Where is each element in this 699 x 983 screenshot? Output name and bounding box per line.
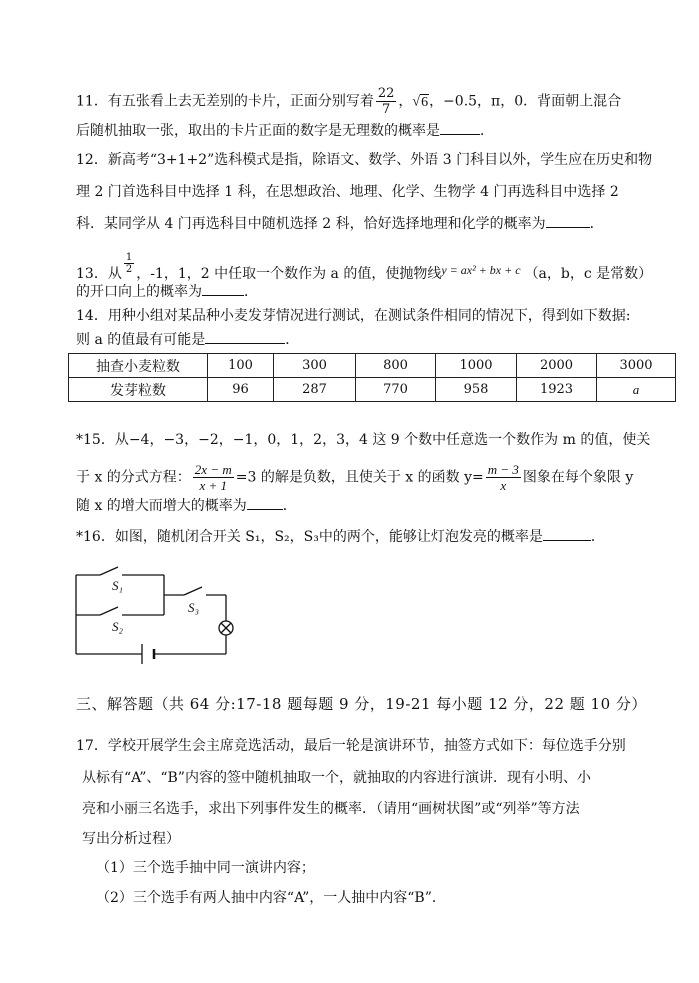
q12-line1: 12．新高考“3+1+2”选科模式是指，除语文、数学、外语 3 门科目以外，学生应在历史和物 <box>76 152 653 168</box>
q11-fraction: $\frac{22}{7}$ <box>377 86 395 117</box>
q15-line1: *15．从−4，−3，−2，−1，0，1，2，3，4 这 9 个数中任意选一个数作为 m 的值，使关 <box>76 432 651 448</box>
table-cell: a <box>597 378 676 402</box>
answer-blank[interactable] <box>247 495 283 510</box>
table-row <box>69 378 676 402</box>
q15-line3: 随 x 的增大而增大的概率为 ． <box>76 495 297 516</box>
q14-line1: 14．用种小组对某品种小麦发芽情况进行测试，在测试条件相同的情况下，得到如下数据: <box>76 308 631 324</box>
q11-line1: 11．有五张看上去无差别的卡片，正面分别写着 $\frac{22}{7}$ ，√6，−0.5，π，0．背面朝上混合 <box>76 86 622 117</box>
table-cell: 287 <box>274 378 356 402</box>
q12-line2: 理 2 门首选科目中选择 1 科，在思想政治、地理、化学、生物学 4 门再选科目中选择 2 <box>76 184 619 200</box>
table-cell: 958 <box>436 378 517 402</box>
section-title: 三、解答题（共 64 分:17-18 题每题 9 分，19-21 每小题 12 分，22 题 10 分） <box>76 695 647 713</box>
q17-line3: 亮和小丽三名选手，求出下列事件发生的概率．（请用“画树状图”或“列举”等方法 <box>82 801 580 817</box>
q17-line1: 17．学校开展学生会主席竞选活动，最后一轮是演讲环节，抽签方式如下：每位选手分别 <box>76 738 626 754</box>
q16-line: *16．如图，随机闭合开关 S₁，S₂，S₃中的两个，能够让灯泡发亮的概率是 ． <box>76 526 605 547</box>
table-cell: 1000 <box>436 354 517 378</box>
table-cell: 1923 <box>517 378 597 402</box>
table-cell: 2000 <box>517 354 597 378</box>
q13-line1: 13．从 $\frac{1}{2}$ ，-1，1，2 中任取一个数作为 a 的值，使抛物线y = ax² + bx + c （a，b，c 是常数） <box>76 252 653 282</box>
switch-label-s1: S₁ <box>112 578 124 593</box>
table-cell: 770 <box>356 378 436 402</box>
q11-text-after: ，−0.5，π，0．背面朝上混合 <box>429 93 622 110</box>
table-cell: 100 <box>208 354 274 378</box>
q13-fraction: $\frac{1}{2}$ <box>125 252 133 275</box>
q15-line2: 于 x 的分式方程： $\frac{2x - m}{x + 1}$ =3 的解是负数，且使关于 x 的函数 y= $\frac{m - 3}{x}$ 图象在每个象限 y <box>76 462 634 493</box>
table-cell: 300 <box>274 354 356 378</box>
q17-line2: 从标有“A”、“B”内容的签中随机抽取一个，就抽取的内容进行演讲．现有小明、小 <box>82 770 591 786</box>
circuit-diagram <box>70 565 250 665</box>
battery-icon <box>142 644 154 664</box>
q14-line2: 则 a 的值最有可能是 ． <box>76 329 299 350</box>
q11-sqrt: √6 <box>412 94 429 110</box>
answer-blank[interactable] <box>543 526 591 541</box>
table-cell: 800 <box>356 354 436 378</box>
table-cell: 3000 <box>597 354 676 378</box>
switch-s1-blade <box>100 567 118 575</box>
switch-s3-blade <box>184 587 202 595</box>
q12-line3: 科．某同学从 4 门再选科目中随机选择 2 科，恰好选择地理和化学的概率为 ． <box>76 213 604 234</box>
switch-s2-blade <box>100 607 118 615</box>
q13-line2: 的开口向上的概率为 ． <box>76 281 258 302</box>
table-row <box>69 354 676 378</box>
q17-line4: 写出分析过程） <box>82 831 180 847</box>
answer-blank[interactable] <box>440 120 480 135</box>
answer-blank[interactable] <box>202 281 244 296</box>
table-cell: 抽查小麦粒数 <box>69 354 208 378</box>
q17-sub1: （1）三个选手抽中同一演讲内容； <box>96 860 315 876</box>
switch-label-s2: S₂ <box>112 619 124 634</box>
switch-label-s3: S₃ <box>188 600 200 615</box>
q17-sub2: （2）三个选手有两人抽中内容“A”，一人抽中内容“B”． <box>96 890 446 906</box>
answer-blank[interactable] <box>205 329 285 344</box>
parabola-equation: y = ax² + bx + c <box>441 263 521 277</box>
answer-blank[interactable] <box>546 213 590 228</box>
q15-fraction-equation: $\frac{2x - m}{x + 1}$ <box>194 462 232 493</box>
table-cell: 96 <box>208 378 274 402</box>
q11-line2: 后随机抽取一张，取出的卡片正面的数字是无理数的概率是 ． <box>76 120 494 141</box>
q15-fraction-function: $\frac{m - 3}{x}$ <box>487 462 519 493</box>
q11-text: 11．有五张看上去无差别的卡片，正面分别写着 <box>76 93 374 110</box>
table-cell: 发芽粒数 <box>69 378 208 402</box>
wheat-germination-table <box>68 353 676 402</box>
